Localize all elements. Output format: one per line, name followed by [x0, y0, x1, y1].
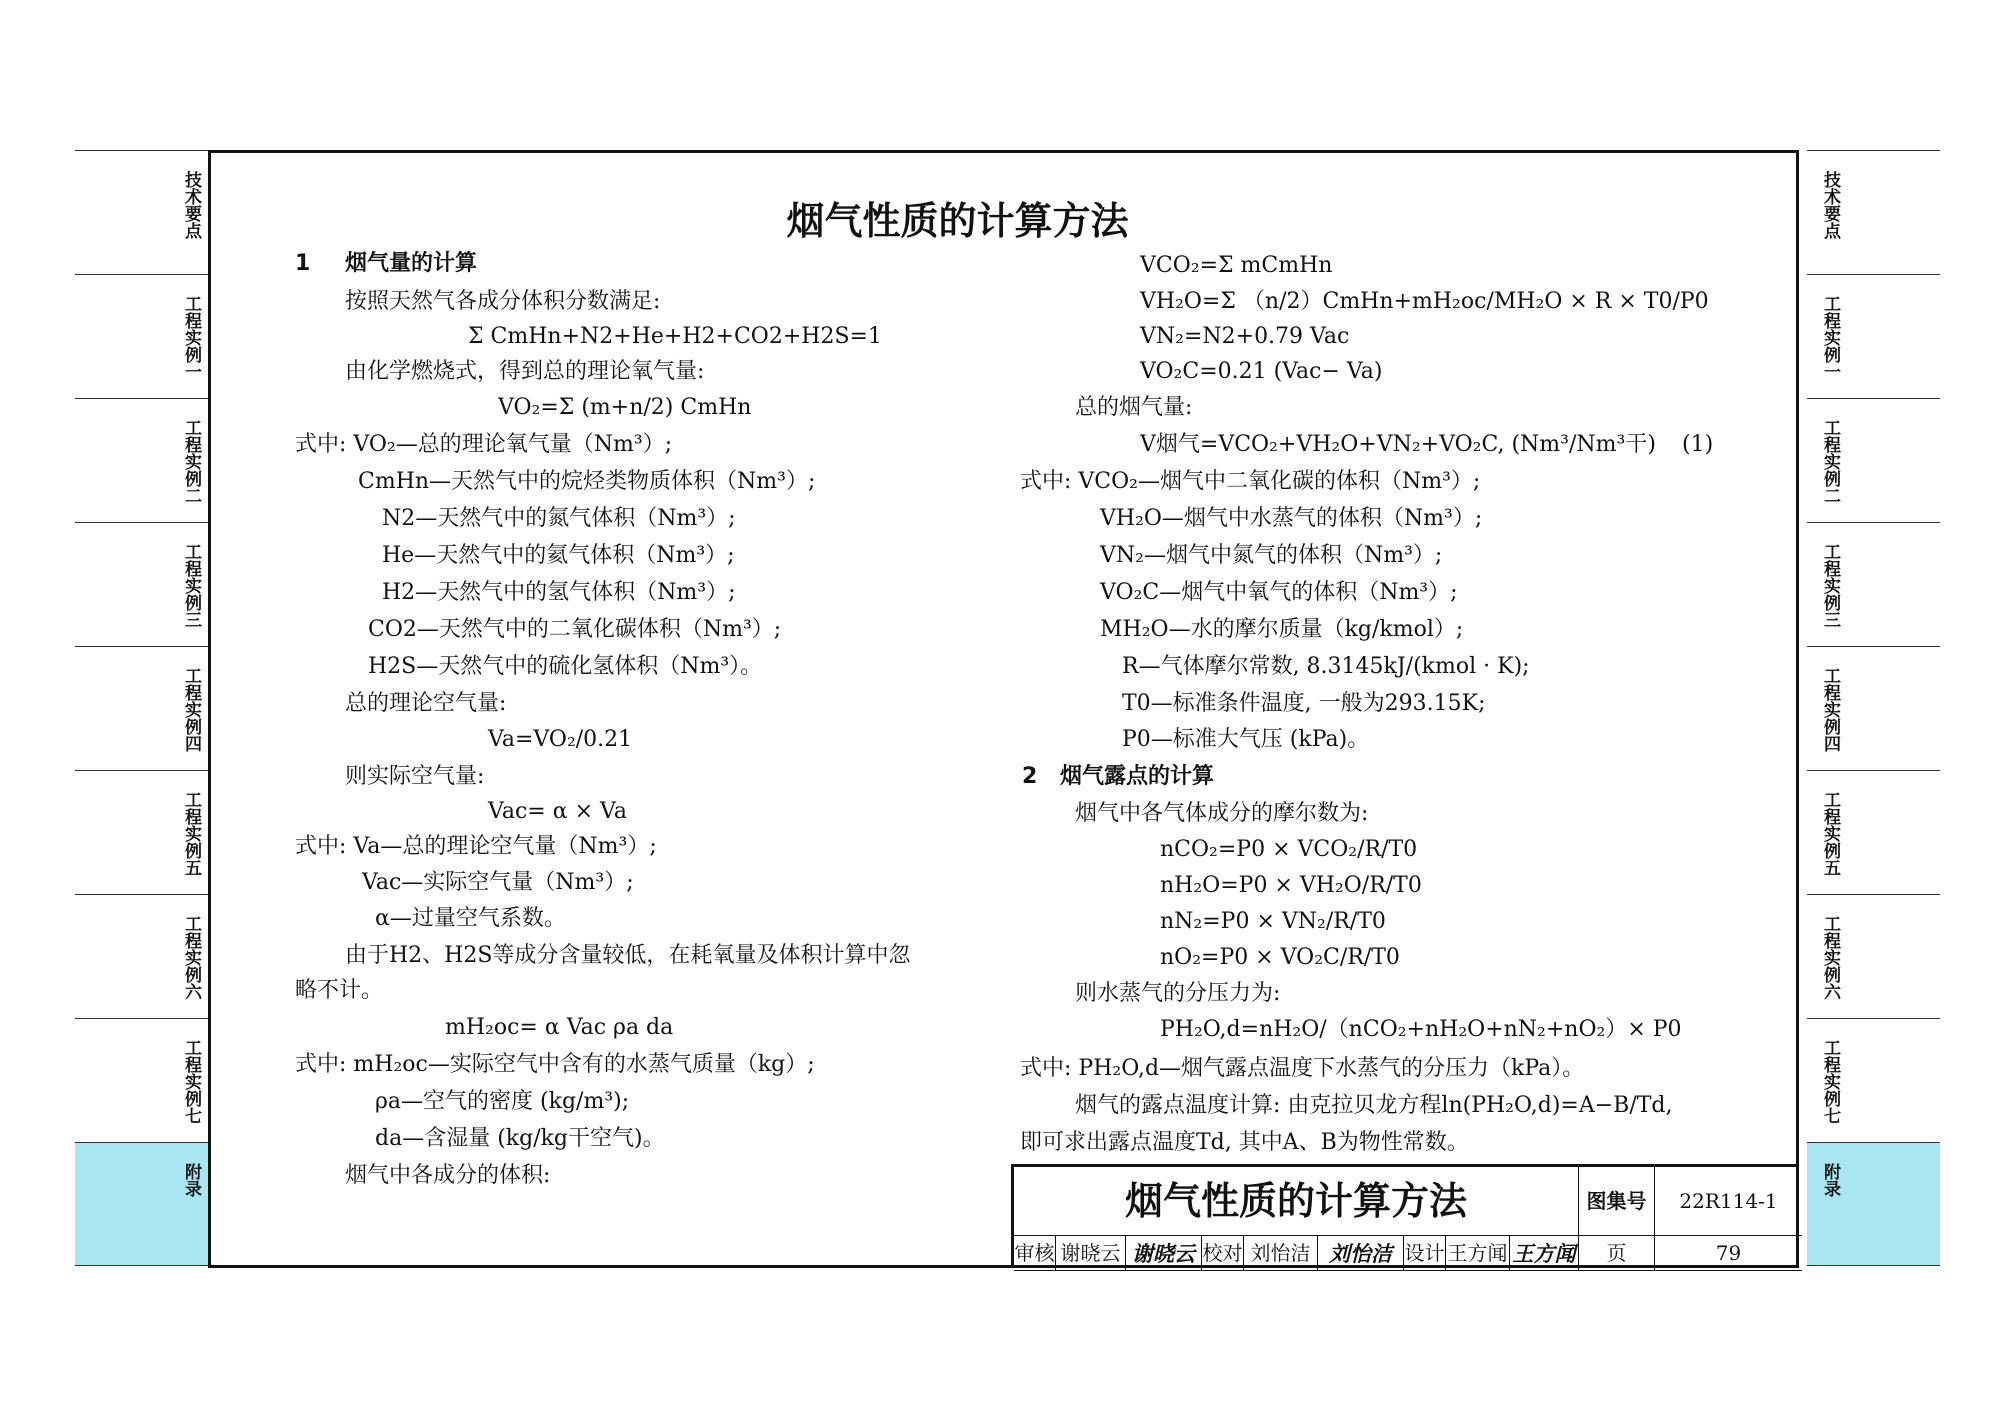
- text-line: 总的理论空气量:: [345, 691, 507, 716]
- tab-label: 技术要点: [181, 171, 201, 239]
- tab-project-example-1[interactable]: [75, 274, 208, 398]
- tab-label: 工程实例一: [181, 295, 201, 380]
- text-line: H2—天然气中的氢气体积（Nm³）;: [382, 580, 736, 605]
- text-line: 略不计。: [295, 978, 384, 1003]
- formula: nCO₂=P0 × VCO₂/R/T0: [1160, 837, 1418, 862]
- review-label: 审核: [1014, 1236, 1056, 1271]
- atlas-number: 22R114-1: [1655, 1167, 1802, 1236]
- tab-project-example-6[interactable]: [75, 894, 208, 1018]
- check-label: 校对: [1202, 1236, 1244, 1271]
- text-line: 式中: VO₂—总的理论氧气量（Nm³）;: [295, 432, 673, 457]
- tab-label: 工程实例六: [181, 915, 201, 1000]
- tab-project-example-3[interactable]: [75, 522, 208, 646]
- text-line: da—含湿量 (kg/kg干空气)。: [375, 1126, 665, 1151]
- section-1-heading: 烟气量的计算: [345, 251, 478, 276]
- tab-project-example-2[interactable]: [1807, 398, 1940, 522]
- page-title: 烟气性质的计算方法: [786, 199, 1129, 243]
- text-line: VH₂O—烟气中水蒸气的体积（Nm³）;: [1100, 506, 1483, 531]
- tab-label: 工程实例七: [181, 1039, 201, 1124]
- text-line: N2—天然气中的氮气体积（Nm³）;: [382, 506, 736, 531]
- section-1-number: 1: [295, 251, 311, 276]
- text-line: R—气体摩尔常数, 8.3145kJ/(kmol · K);: [1122, 654, 1530, 679]
- text-line: 式中: PH₂O,d—烟气露点温度下水蒸气的分压力（kPa）。: [1020, 1056, 1585, 1081]
- text-line: 烟气中各气体成分的摩尔数为:: [1075, 801, 1369, 826]
- text-line: T0—标准条件温度, 一般为293.15K;: [1122, 691, 1486, 716]
- tab-label: 附录: [181, 1163, 201, 1197]
- text-line: 烟气的露点温度计算: 由克拉贝龙方程ln(PH₂O,d)=A−B/Td,: [1075, 1093, 1673, 1118]
- text-line: 总的烟气量:: [1075, 395, 1193, 420]
- atlas-number-label: 图集号: [1579, 1167, 1655, 1236]
- tab-project-example-5[interactable]: [1807, 770, 1940, 894]
- tab-project-example-4[interactable]: [75, 646, 208, 770]
- text-line: P0—标准大气压 (kPa)。: [1122, 727, 1370, 752]
- tab-label: 工程实例二: [181, 419, 201, 504]
- tab-label: 附录: [1820, 1163, 1840, 1197]
- formula: VN₂=N2+0.79 Vac: [1140, 324, 1350, 349]
- formula: Va=VO₂/0.21: [488, 727, 633, 752]
- tab-project-example-6[interactable]: [1807, 894, 1940, 1018]
- tab-label: 工程实例六: [1820, 915, 1840, 1000]
- tab-project-example-4[interactable]: [1807, 646, 1940, 770]
- designer-name: 王方闻: [1446, 1236, 1510, 1271]
- tab-label: 工程实例四: [1820, 667, 1840, 752]
- formula-total-flue-gas: V烟气=VCO₂+VH₂O+VN₂+VO₂C, (Nm³/Nm³干): [1140, 432, 1656, 457]
- text-line: 则实际空气量:: [345, 764, 485, 789]
- formula: mH₂oc= α Vac ρa da: [445, 1015, 674, 1040]
- tab-label: 工程实例五: [1820, 791, 1840, 876]
- formula: PH₂O,d=nH₂O/（nCO₂+nH₂O+nN₂+nO₂）× P0: [1160, 1017, 1682, 1042]
- page-label: 页: [1579, 1236, 1655, 1271]
- text-line: CO2—天然气中的二氧化碳体积（Nm³）;: [368, 617, 782, 642]
- text-line: ρa—空气的密度 (kg/m³);: [375, 1089, 630, 1114]
- tab-label: 工程实例三: [1820, 543, 1840, 628]
- tab-label: 工程实例一: [1820, 295, 1840, 380]
- formula: VO₂=Σ (m+n/2) CmHn: [498, 395, 752, 420]
- text-line: 则水蒸气的分压力为:: [1075, 981, 1281, 1006]
- tab-label: 工程实例二: [1820, 419, 1840, 504]
- formula: VO₂C=0.21 (Vac− Va): [1140, 359, 1383, 384]
- formula: VH₂O=Σ （n/2）CmHn+mH₂oc/MH₂O × R × T0/P0: [1140, 289, 1709, 314]
- designer-signature: 王方闻: [1510, 1236, 1579, 1271]
- text-line: MH₂O—水的摩尔质量（kg/kmol）;: [1100, 617, 1464, 642]
- formula: nN₂=P0 × VN₂/R/T0: [1160, 909, 1386, 934]
- design-label: 设计: [1404, 1236, 1446, 1271]
- text-line: Vac—实际空气量（Nm³）;: [362, 870, 634, 895]
- tab-label: 工程实例四: [181, 667, 201, 752]
- tab-label: 工程实例三: [181, 543, 201, 628]
- text-line: He—天然气中的氦气体积（Nm³）;: [382, 543, 735, 568]
- tab-project-example-1[interactable]: [1807, 274, 1940, 398]
- text-line: 烟气中各成分的体积:: [345, 1163, 551, 1188]
- left-sidebar: [75, 150, 208, 1266]
- tab-project-example-3[interactable]: [1807, 522, 1940, 646]
- formula: nH₂O=P0 × VH₂O/R/T0: [1160, 873, 1422, 898]
- tab-project-example-7[interactable]: [1807, 1018, 1940, 1142]
- text-line: 按照天然气各成分体积分数满足:: [345, 289, 661, 314]
- text-line: 由化学燃烧式，得到总的理论氧气量:: [345, 359, 705, 384]
- title-block-title: 烟气性质的计算方法: [1014, 1167, 1579, 1236]
- tab-label: 工程实例七: [1820, 1039, 1840, 1124]
- title-block: [1011, 1164, 1799, 1268]
- formula: Σ CmHn+N2+He+H2+CO2+H2S=1: [468, 324, 882, 349]
- text-line: 式中: mH₂oc—实际空气中含有的水蒸气质量（kg）;: [295, 1052, 815, 1077]
- tab-project-example-2[interactable]: [75, 398, 208, 522]
- text-line: H2S—天然气中的硫化氢体积（Nm³）。: [368, 654, 763, 679]
- formula: Vac= α × Va: [488, 799, 627, 824]
- tab-appendix[interactable]: [75, 1142, 208, 1266]
- section-2-number: 2: [1022, 764, 1038, 789]
- formula: VCO₂=Σ mCmHn: [1140, 253, 1333, 278]
- right-sidebar: [1807, 150, 1940, 1266]
- text-line: α—过量空气系数。: [375, 906, 566, 931]
- tab-label: 技术要点: [1820, 171, 1840, 239]
- section-2-heading: 烟气露点的计算: [1060, 764, 1215, 789]
- text-line: 式中: Va—总的理论空气量（Nm³）;: [295, 834, 657, 859]
- page-number: 79: [1655, 1236, 1802, 1271]
- text-line: CmHn—天然气中的烷烃类物质体积（Nm³）;: [358, 469, 816, 494]
- equation-number: (1): [1682, 432, 1714, 457]
- text-line: VN₂—烟气中氮气的体积（Nm³）;: [1100, 543, 1443, 568]
- tab-appendix[interactable]: [1807, 1142, 1940, 1266]
- checker-signature: 刘怡洁: [1318, 1236, 1404, 1271]
- reviewer-signature: 谢晓云: [1126, 1236, 1202, 1271]
- text-line: VO₂C—烟气中氧气的体积（Nm³）;: [1100, 580, 1458, 605]
- tab-project-example-7[interactable]: [75, 1018, 208, 1142]
- reviewer-name: 谢晓云: [1056, 1236, 1126, 1271]
- text-line: 即可求出露点温度Td, 其中A、B为物性常数。: [1020, 1130, 1469, 1155]
- checker-name: 刘怡洁: [1244, 1236, 1318, 1271]
- formula: nO₂=P0 × VO₂C/R/T0: [1160, 945, 1400, 970]
- tab-label: 工程实例五: [181, 791, 201, 876]
- text-line: 由于H2、H2S等成分含量较低，在耗氧量及体积计算中忽: [345, 943, 911, 968]
- tab-project-example-5[interactable]: [75, 770, 208, 894]
- text-line: 式中: VCO₂—烟气中二氧化碳的体积（Nm³）;: [1020, 469, 1481, 494]
